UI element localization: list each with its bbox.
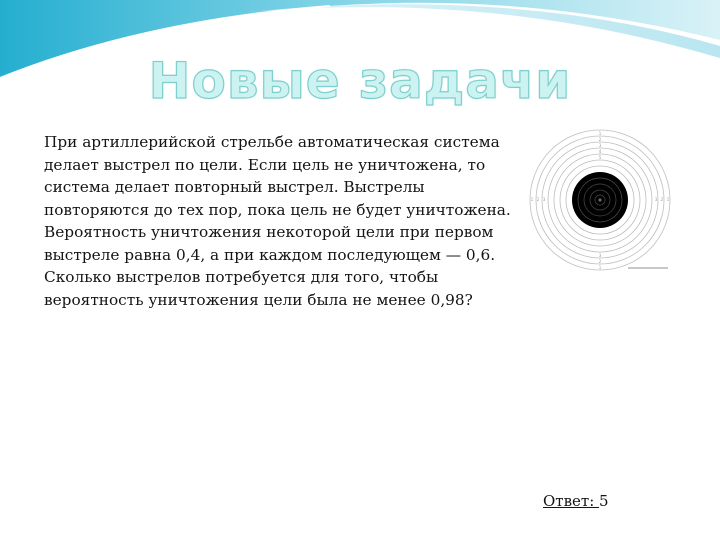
svg-text:1: 1 xyxy=(598,131,602,136)
slide-title: Новые задачи xyxy=(148,52,572,110)
answer-value: 5 xyxy=(599,492,609,510)
answer-label: Ответ: xyxy=(543,492,600,510)
problem-text: При артиллерийской стрельбе автоматическая система делает выстрел по цели. Если цель не уничтожена, то система делает повторный выстрел. Выстрелы повторяются до тех пор, пока цель не будет уничтожена. Вероятность уничтожения некоторой цели при первом выстреле равна 0,4, а при каждом последующем — 0,6. Сколько выстрелов потребуется для того, чтобы вероятность уничтожения цели была не менее 0,98? xyxy=(44,133,511,309)
svg-text:3: 3 xyxy=(542,197,546,202)
answer xyxy=(543,492,609,510)
svg-text:1: 1 xyxy=(598,265,602,270)
svg-text:2: 2 xyxy=(536,197,540,202)
svg-text:2: 2 xyxy=(598,259,602,264)
svg-text:2: 2 xyxy=(660,197,664,202)
svg-text:2: 2 xyxy=(598,137,602,142)
svg-text:1: 1 xyxy=(530,197,534,202)
svg-text:3: 3 xyxy=(654,197,658,202)
svg-text:1: 1 xyxy=(666,197,670,202)
svg-text:5: 5 xyxy=(598,155,602,160)
shooting-target-icon xyxy=(524,126,682,278)
svg-text:3: 3 xyxy=(598,253,602,258)
svg-text:3: 3 xyxy=(598,143,602,148)
svg-text:4: 4 xyxy=(598,149,602,154)
